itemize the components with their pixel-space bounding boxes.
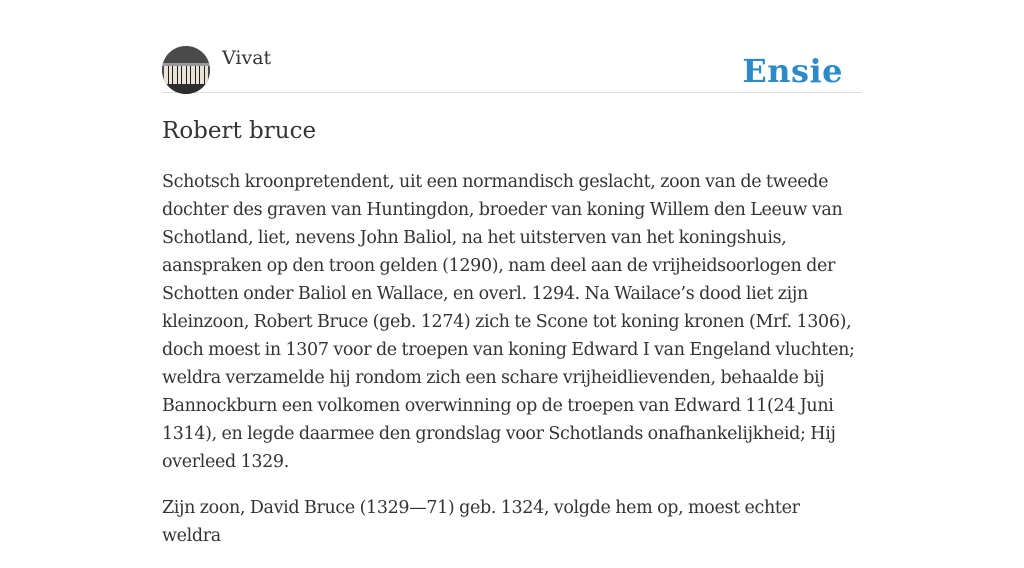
page-title: Robert bruce (162, 118, 317, 144)
article-paragraph: Zijn zoon, David Bruce (1329—71) geb. 1324, volgde hem op, moest echter weldra (162, 498, 800, 546)
brand-logo[interactable]: Ensie (742, 52, 843, 90)
source-name[interactable]: Vivat (222, 47, 272, 69)
article-paragraph: Schotsch kroonpretendent, uit een normandisch geslacht, zoon van de tweede dochter des graven van Huntingdon, broeder van koning Willem den Leeuw van Schotland, liet, nevens John Baliol, na het uitsterven van het koningshuis, aanspraken op den troon gelden (1290), nam deel aan de vrijheidsoorlogen der Schotten onder Baliol en Wallace, en overl. 1294. Na Wailace’s dood liet zijn kleinzoon, Robert Bruce (geb. 1274) zich te Scone tot koning kronen (Mrf. 1306), doch moest in 1307 voor de troepen van koning Edward I van Engeland vluchten; weldra verzamelde hij rondom zich een schare vrijheidlievenden, behaalde bij Bannockburn een volkomen overwinning op de troepen van Edward 11(24 Juni 1314), en legde daarmee den grondslag voor Schotlands onafhankelijkheid; Hij overleed 1329. (162, 172, 855, 472)
avatar[interactable] (162, 46, 210, 94)
article-body (162, 168, 862, 568)
book-spines-icon (162, 46, 210, 94)
site-header (162, 46, 862, 93)
